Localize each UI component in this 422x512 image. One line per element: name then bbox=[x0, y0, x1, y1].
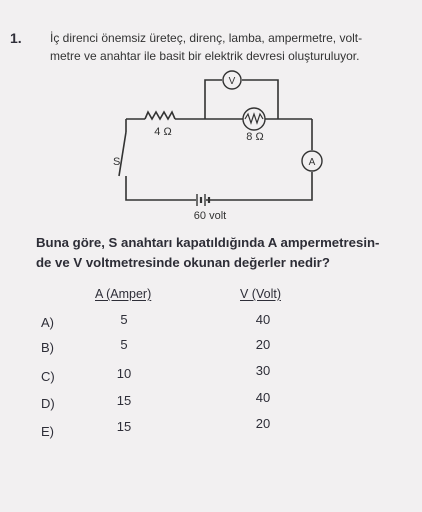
option-amper: 5 bbox=[120, 312, 128, 327]
header-volt: V (Volt) bbox=[240, 287, 281, 301]
option-letter: C) bbox=[41, 369, 55, 384]
resistor-label: 4 Ω bbox=[154, 126, 172, 138]
prompt-line-1: Buna göre, S anahtarı kapatıldığında A ampermetresin- bbox=[36, 235, 380, 250]
ammeter bbox=[302, 151, 322, 171]
option-volt: 30 bbox=[255, 363, 271, 378]
right-wire-bottom bbox=[206, 172, 312, 200]
option-amper: 5 bbox=[120, 337, 128, 352]
resistor-4-ohm bbox=[145, 112, 175, 119]
option-letter: A) bbox=[41, 315, 54, 330]
voltmeter-symbol: V bbox=[228, 76, 236, 87]
option-volt: 20 bbox=[255, 416, 271, 431]
switch-label: S bbox=[113, 156, 121, 168]
option-volt: 40 bbox=[255, 312, 271, 327]
option-volt: 40 bbox=[255, 390, 271, 405]
prompt-line-2: de ve V voltmetresinde okunan değerler nedir? bbox=[36, 255, 330, 270]
question-number: 1. bbox=[10, 30, 22, 46]
header-amper: A (Amper) bbox=[95, 287, 152, 301]
option-amper: 10 bbox=[116, 366, 132, 381]
switch-blade bbox=[119, 132, 126, 176]
question-prompt bbox=[36, 233, 416, 273]
stem-line-2: metre ve anahtar ile basit bir elektrik devresi oluşturuluyor. bbox=[50, 49, 360, 63]
left-wire-bottom bbox=[126, 176, 196, 200]
lamp-8-ohm bbox=[243, 108, 265, 130]
option-letter: E) bbox=[41, 424, 54, 439]
voltmeter-branch bbox=[205, 80, 222, 119]
stem-line-1: İç direnci önemsiz üreteç, direnç, lamba, ampermetre, volt- bbox=[50, 31, 363, 45]
option-letter: B) bbox=[41, 340, 54, 355]
ammeter-symbol: A bbox=[308, 157, 316, 168]
voltmeter bbox=[223, 71, 241, 89]
option-letter: D) bbox=[41, 396, 55, 411]
option-amper: 15 bbox=[116, 419, 132, 434]
lamp-label: 8 Ω bbox=[246, 131, 264, 143]
source-label: 60 volt bbox=[193, 210, 227, 222]
option-amper: 15 bbox=[116, 393, 132, 408]
option-volt: 20 bbox=[255, 337, 271, 352]
